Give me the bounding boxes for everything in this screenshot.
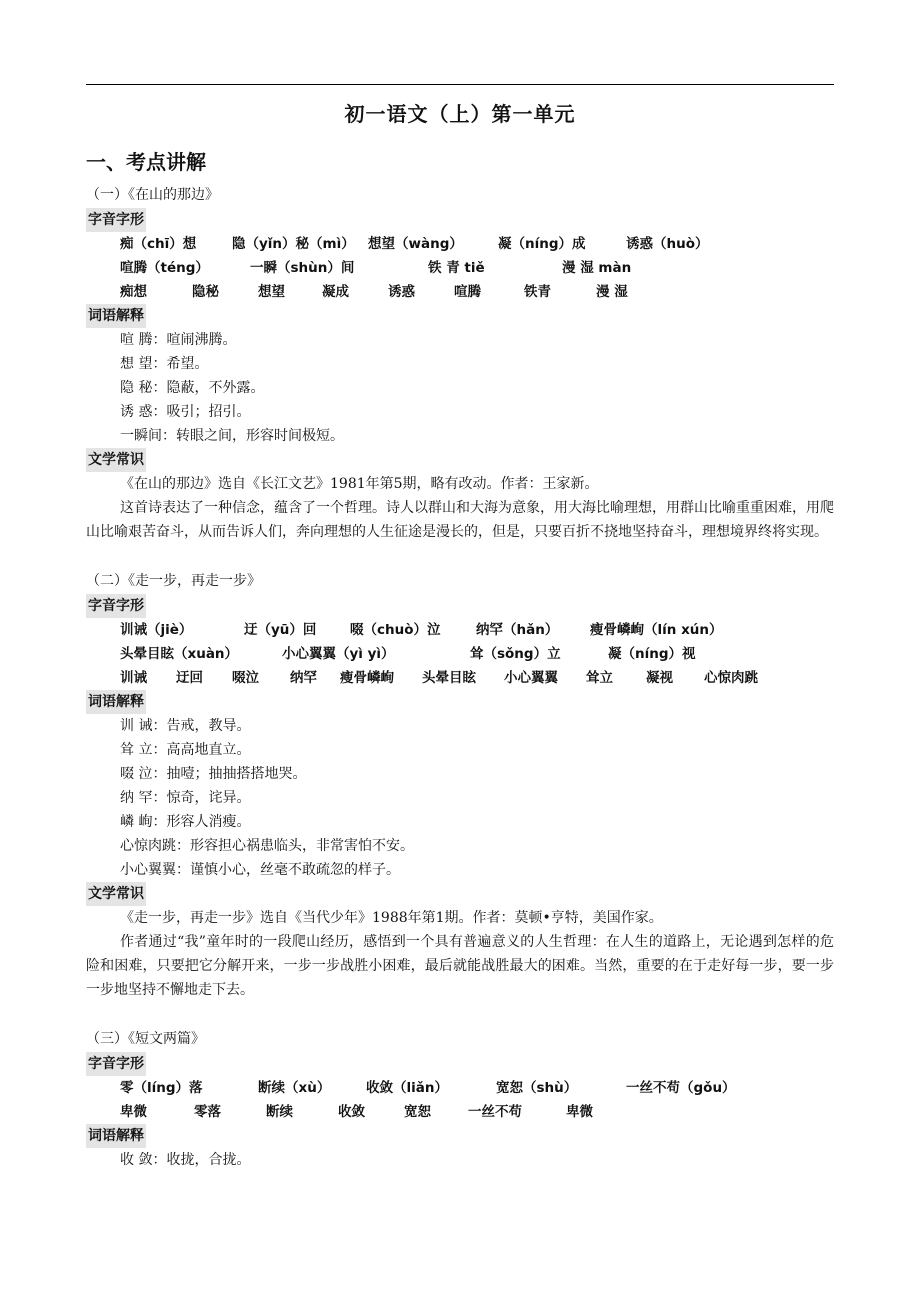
- char-entry: 啜泣: [232, 670, 259, 686]
- char-entry: 零（líng）落: [120, 1080, 203, 1096]
- char-row: [86, 642, 834, 666]
- char-entry: 心惊肉跳: [704, 670, 758, 686]
- char-entry: 想望（wàng）: [368, 236, 463, 252]
- char-entry: 凝（níng）成: [498, 236, 586, 252]
- char-entry: 卑微: [120, 1104, 147, 1120]
- section-heading: 一、考点讲解: [86, 150, 206, 174]
- words-label: 词语解释: [86, 304, 146, 328]
- char-entry: 纳罕: [290, 670, 317, 686]
- char-entry: 断续（xù）: [258, 1080, 331, 1096]
- lit-paragraph: 《在山的那边》选自《长江文艺》1981年第5期，略有改动。作者：王家新。: [120, 476, 599, 492]
- word-definition: 训 诫：告戒，教导。: [120, 718, 251, 734]
- char-entry: 漫 湿: [596, 284, 628, 300]
- word-definition: 小心翼翼：谨慎小心，丝毫不敢疏忽的样子。: [120, 862, 400, 878]
- char-entry: 零落: [194, 1104, 221, 1120]
- char-entry: 耸立: [586, 670, 613, 686]
- char-entry: 小心翼翼（yì yì）: [282, 646, 395, 662]
- char-entry: 铁青: [524, 284, 551, 300]
- char-entry: 凝（níng）视: [608, 646, 696, 662]
- char-entry: 瘦骨嶙峋（lín xún）: [590, 622, 723, 638]
- char-row: [86, 232, 834, 256]
- words-label: 词语解释: [86, 1124, 146, 1148]
- word-definition: 诱 惑：吸引；招引。: [120, 404, 251, 420]
- word-definition: 嶙 峋：形容人消瘦。: [120, 814, 251, 830]
- chars-label: 字音字形: [86, 208, 146, 232]
- char-entry: 凝成: [322, 284, 349, 300]
- char-entry: 头晕目眩（xuàn）: [120, 646, 239, 662]
- char-entry: 漫 湿 màn: [562, 260, 632, 276]
- char-entry: 耸（sǒng）立: [470, 646, 561, 662]
- char-row: [86, 618, 834, 642]
- char-entry: 凝视: [646, 670, 673, 686]
- word-definition: 隐 秘：隐蔽，不外露。: [120, 380, 265, 396]
- lit-label: 文学常识: [86, 448, 146, 472]
- words-label: 词语解释: [86, 690, 146, 714]
- page-title: 初一语文（上）第一单元: [344, 102, 576, 126]
- lit-paragraph: 这首诗表达了一种信念，蕴含了一个哲理。诗人以群山和大海为意象，用大海比喻理想，用群山比喻重重困难，用爬山比喻艰苦奋斗，从而告诉人们，奔向理想的人生征途是漫长的，但是，只要百折不挠地坚持奋斗，理想境界终将实现。: [86, 500, 834, 540]
- char-entry: 诱惑（huò）: [626, 236, 709, 252]
- char-entry: 喧腾: [454, 284, 481, 300]
- char-entry: 痴想: [120, 284, 147, 300]
- document-body: [86, 182, 834, 1172]
- char-row: [86, 1100, 834, 1124]
- char-entry: 迂回: [176, 670, 203, 686]
- char-entry: 纳罕（hǎn）: [476, 622, 559, 638]
- lit-paragraph: 《走一步，再走一步》选自《当代少年》1988年第1期。作者：莫顿•亨特，美国作家。: [120, 910, 663, 926]
- lesson-2-title: （二）《走一步，再走一步》: [86, 573, 261, 589]
- header-rule: [86, 84, 834, 85]
- char-entry: 小心翼翼: [504, 670, 558, 686]
- char-entry: 铁 青 tiě: [428, 260, 485, 276]
- char-entry: 一丝不苟: [468, 1104, 522, 1120]
- char-row: [86, 280, 834, 304]
- char-entry: 痴（chī）想: [120, 236, 197, 252]
- lesson-1-title: （一）《在山的那边》: [86, 187, 219, 203]
- word-definition: 想 望：希望。: [120, 356, 209, 372]
- char-entry: 收敛（liǎn）: [366, 1080, 448, 1096]
- char-entry: 想望: [258, 284, 285, 300]
- char-entry: 瘦骨嶙峋: [340, 670, 394, 686]
- word-definition: 喧 腾：喧闹沸腾。: [120, 332, 237, 348]
- char-entry: 头晕目眩: [422, 670, 476, 686]
- char-entry: 训诫（jiè）: [120, 622, 193, 638]
- char-entry: 卑微: [566, 1104, 593, 1120]
- char-entry: 喧腾（téng）: [120, 260, 209, 276]
- char-row: [86, 256, 834, 280]
- char-entry: 诱惑: [388, 284, 415, 300]
- char-entry: 隐秘: [192, 284, 219, 300]
- char-entry: 宽恕（shù）: [496, 1080, 578, 1096]
- char-entry: 一丝不苟（gǒu）: [626, 1080, 736, 1096]
- char-entry: 迂（yū）回: [244, 622, 317, 638]
- lesson-3-title: （三）《短文两篇》: [86, 1031, 205, 1047]
- char-entry: 宽恕: [404, 1104, 431, 1120]
- char-entry: 断续: [266, 1104, 293, 1120]
- char-row: [86, 666, 834, 690]
- word-definition: 耸 立：高高地直立。: [120, 742, 251, 758]
- word-definition: 一瞬间：转眼之间，形容时间极短。: [120, 428, 344, 444]
- char-entry: 一瞬（shùn）间: [250, 260, 355, 276]
- lit-paragraph: 作者通过“我”童年时的一段爬山经历，感悟到一个具有普遍意义的人生哲理：在人生的道路上，无论遇到怎样的危险和困难，只要把它分解开来，一步一步战胜小困难，最后就能战胜最大的困难。当然，重要的在于走好每一步，要一步一步地坚持不懈地走下去。: [86, 934, 834, 998]
- word-definition: 纳 罕：惊奇，诧异。: [120, 790, 251, 806]
- word-definition: 心惊肉跳：形容担心祸患临头，非常害怕不安。: [120, 838, 414, 854]
- lit-label: 文学常识: [86, 882, 146, 906]
- char-entry: 训诫: [120, 670, 147, 686]
- word-definition: 啜 泣：抽噎；抽抽搭搭地哭。: [120, 766, 307, 782]
- word-definition: 收 敛：收拢，合拢。: [120, 1152, 251, 1168]
- char-row: [86, 1076, 834, 1100]
- chars-label: 字音字形: [86, 1052, 146, 1076]
- chars-label: 字音字形: [86, 594, 146, 618]
- char-entry: 收敛: [338, 1104, 365, 1120]
- char-entry: 隐（yǐn）秘（mì）: [232, 236, 355, 252]
- char-entry: 啜（chuò）泣: [350, 622, 441, 638]
